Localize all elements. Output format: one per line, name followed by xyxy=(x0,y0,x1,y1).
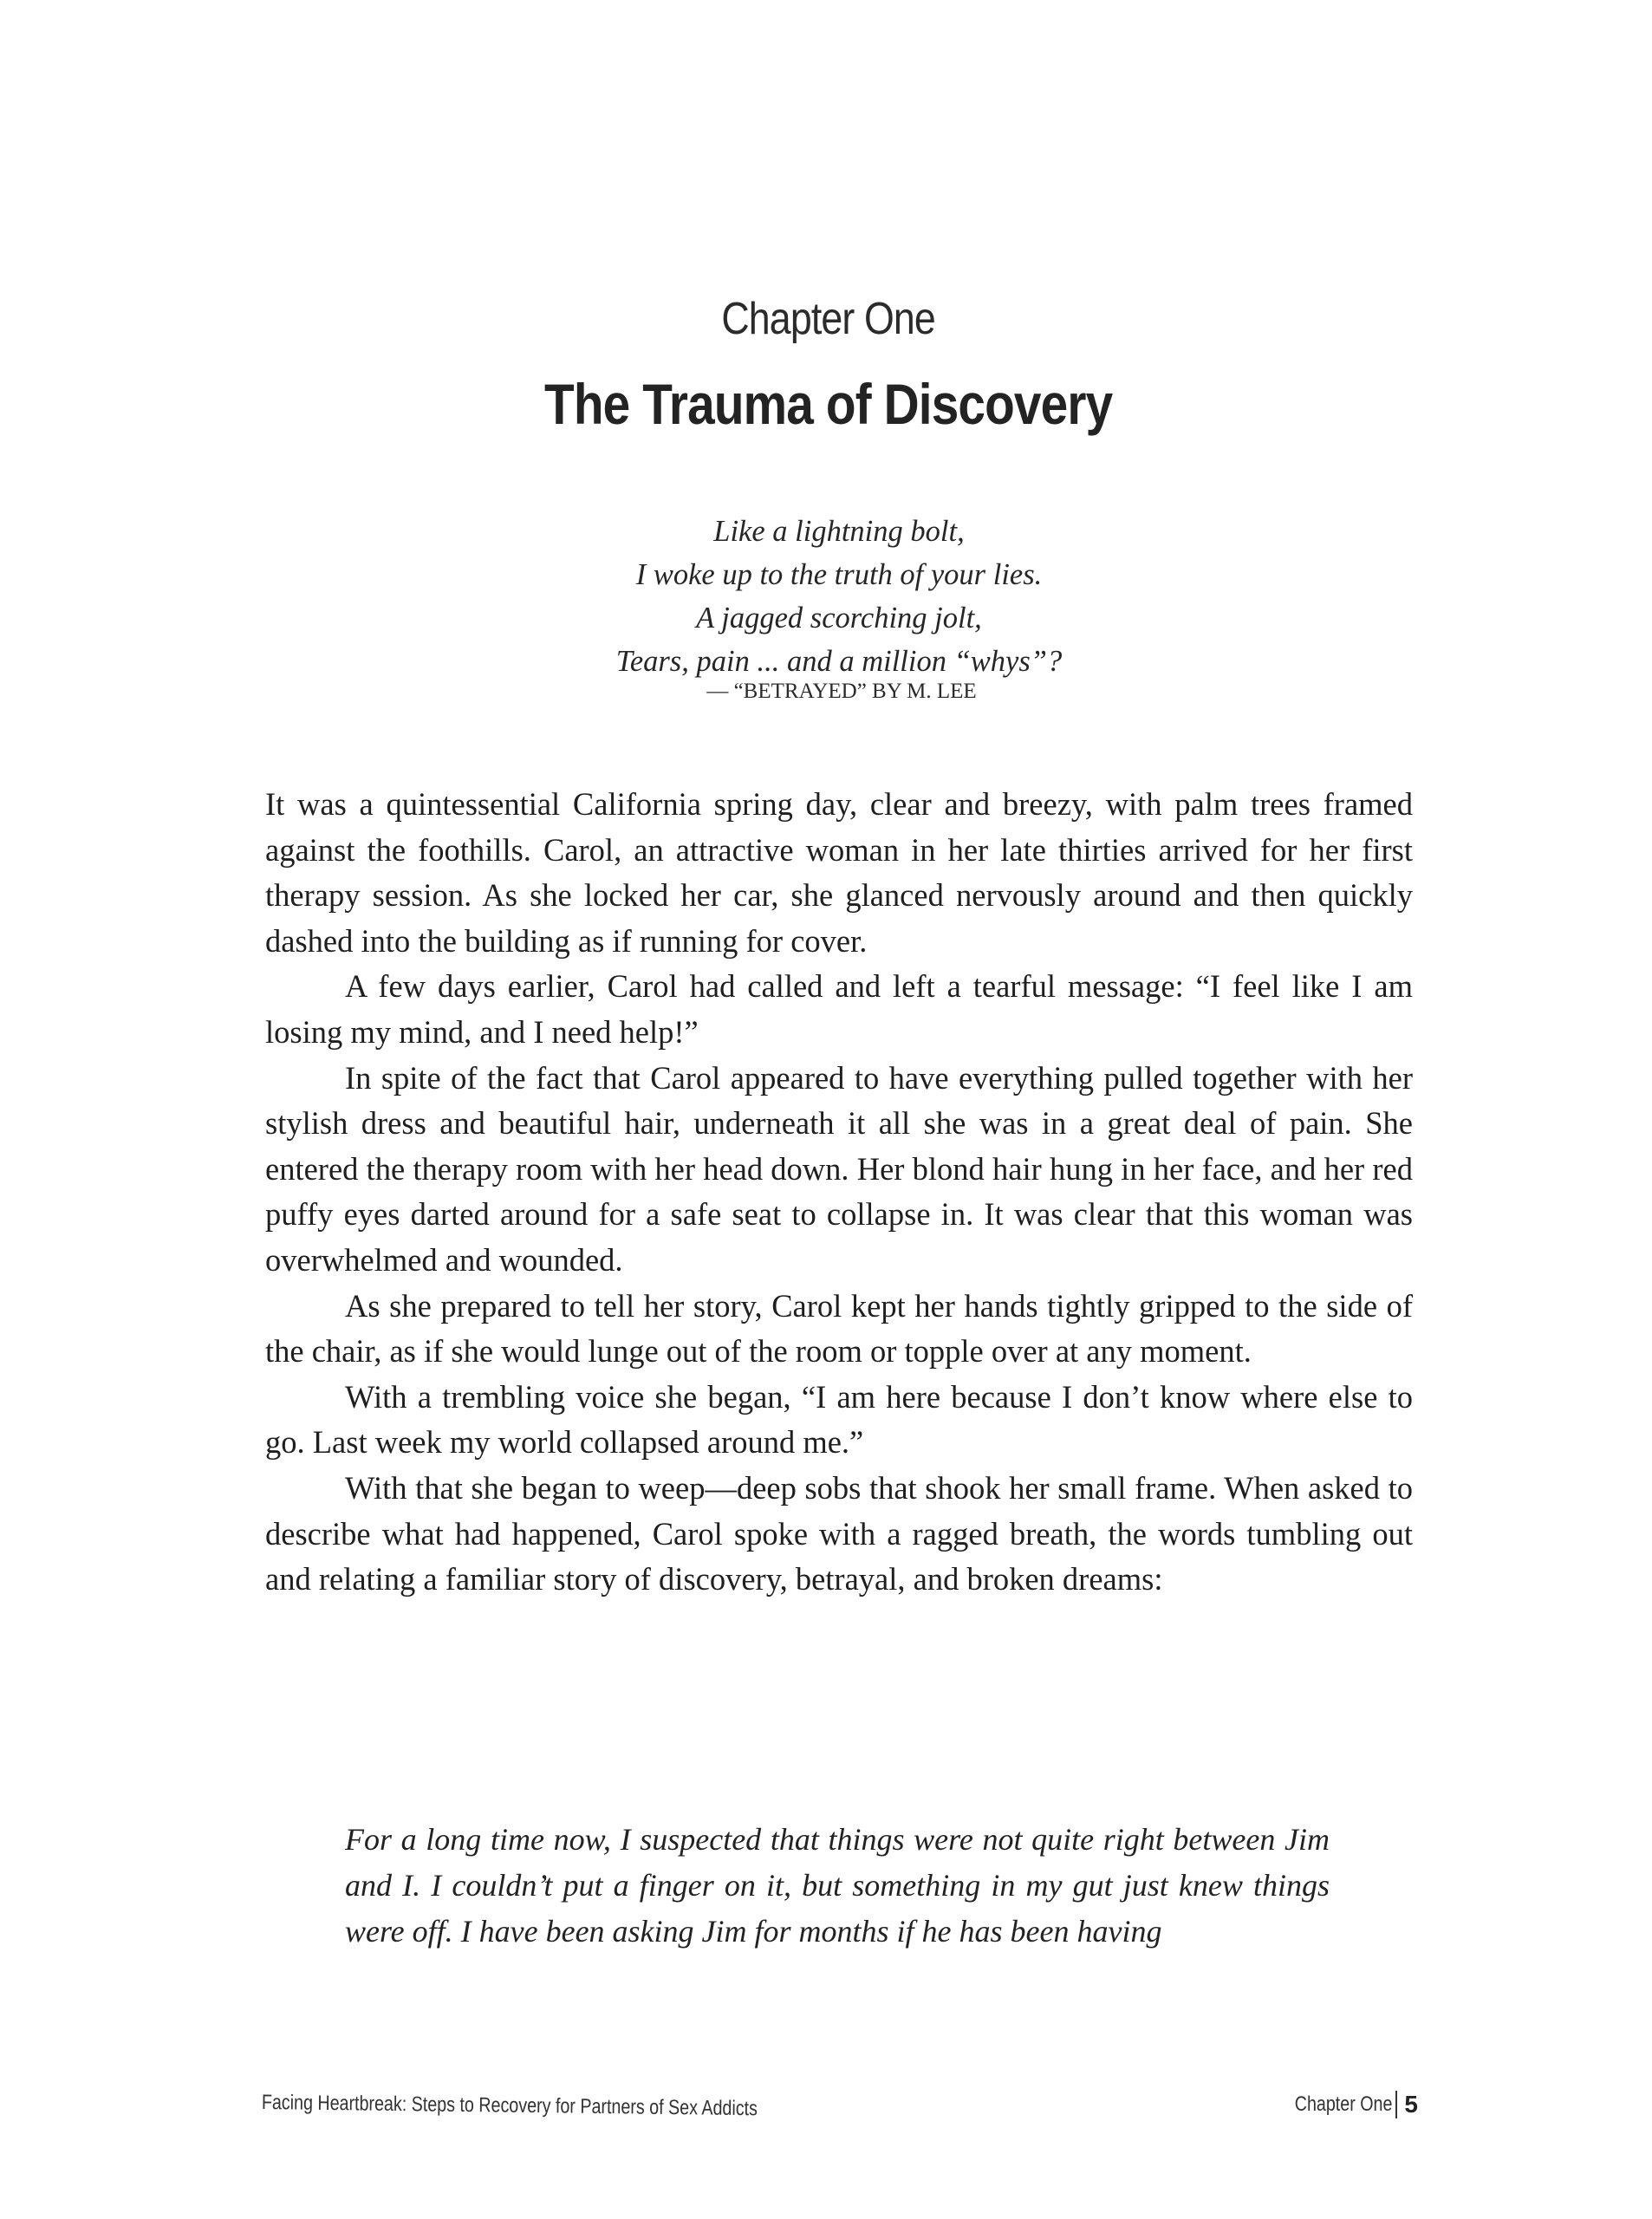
page-number: 5 xyxy=(1404,2091,1418,2118)
footer-chapter-label: Chapter One xyxy=(1294,2092,1393,2116)
paragraph: A few days earlier, Carol had called and left a tearful message: “I feel like I am losing my mind, and I need help!” xyxy=(265,968,1413,1050)
chapter-title: The Trauma of Discovery xyxy=(544,372,1113,436)
paragraph: As she prepared to tell her story, Carol kept her hands tightly gripped to the side of the chair, as if she would lunge out of the room or topple over at any moment. xyxy=(265,1287,1413,1370)
footer-divider xyxy=(1395,2091,1397,2118)
running-footer-folio xyxy=(1273,2091,1418,2118)
epigraph-line: A jagged scorching jolt, xyxy=(696,602,982,634)
body-text xyxy=(265,782,1413,1603)
paragraph: It was a quintessential California spring day, clear and breezy, with palm trees framed against the foothills. Carol, an attractive woman in her late thirties arrived for her first therapy session. As she locked her car, she glanced nervously around and then quickly dashed into the building as if running for cover. xyxy=(265,786,1413,959)
epigraph-attribution: — “BETRAYED” BY M. LEE xyxy=(706,680,977,703)
paragraph: With that she began to weep—deep sobs that shook her small frame. When asked to describe what had happened, Carol spoke with a ragged breath, the words tumbling out and relating a familiar story of discovery, betrayal, and broken dreams: xyxy=(265,1469,1413,1598)
epigraph-line: Like a lightning bolt, xyxy=(713,515,965,548)
epigraph-line: I woke up to the truth of your lies. xyxy=(635,558,1043,591)
chapter-label: Chapter One xyxy=(721,294,935,344)
epigraph-line: Tears, pain ... and a million “whys”? xyxy=(615,645,1063,678)
quote-text: For a long time now, I suspected that things were not quite right between Jim and I. I couldn’t put a finger on it, but something in my gut just knew things were off. I have been asking Jim for months if he has been having xyxy=(345,1822,1330,1949)
paragraph: In spite of the fact that Carol appeared to have everything pulled together with her stylish dress and beautiful hair, underneath it all she was in a great deal of pain. She entered the therapy room with her head down. Her blond hair hung in her face, and her red puffy eyes darted around for a safe seat to collapse in. It was clear that this woman was overwhelmed and wounded. xyxy=(265,1059,1413,1278)
block-quote xyxy=(345,1817,1330,1955)
epigraph xyxy=(0,510,1652,683)
paragraph: With a trembling voice she began, “I am here because I don’t know where else to go. Last week my world collapsed around me.” xyxy=(265,1378,1413,1461)
running-footer-title: Facing Heartbreak: Steps to Recovery for Partners of Sex Addicts xyxy=(261,2091,758,2121)
